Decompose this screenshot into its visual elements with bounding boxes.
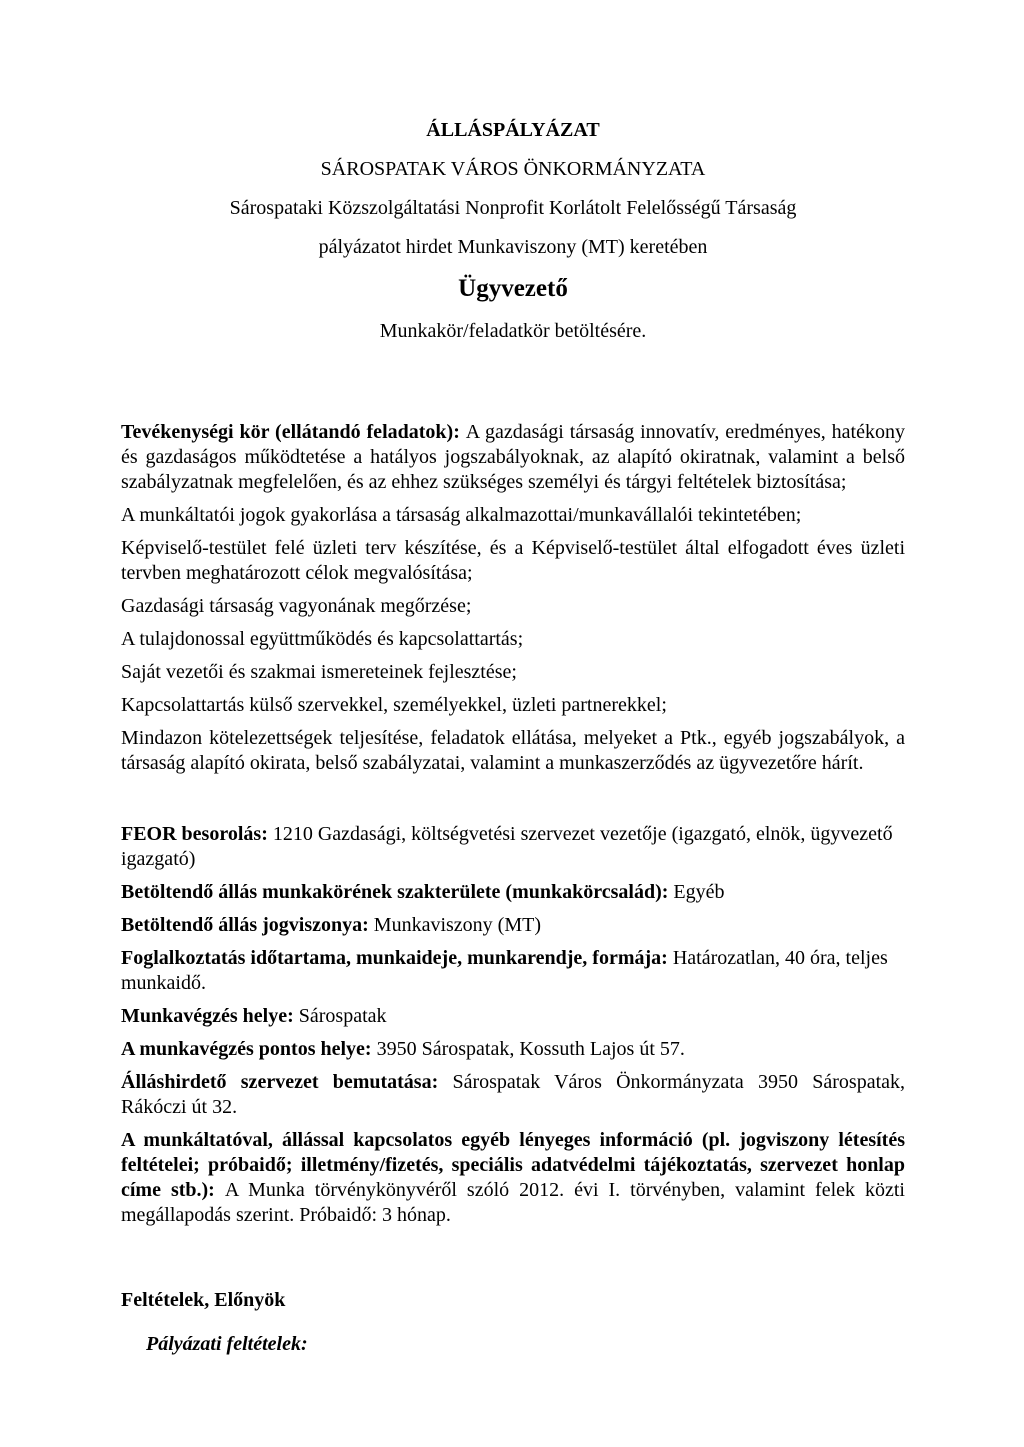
- document-header: [121, 118, 905, 344]
- paragraph-lead: Munkavégzés helye:: [121, 1005, 299, 1027]
- paragraph-text: A gazdasági társaság innovatív, eredményes, hatékony és gazdaságos működtetése a hatályos jogszabályoknak, az alapító okiratnak, valamint a belső szabályzatnak megfelelően, és az ehhez szükséges személyi és tárgyi feltételek biztosítása;: [121, 421, 905, 493]
- paragraph-text: A munkáltatói jogok gyakorlása a társaság alkalmazottai/munkavállalói tekintetében;: [121, 504, 802, 526]
- body-paragraph: [121, 503, 905, 528]
- body-paragraph: [121, 726, 905, 776]
- paragraph-lead: Foglalkoztatás időtartama, munkaideje, munkarendje, formája:: [121, 947, 673, 969]
- body-paragraph: [121, 660, 905, 685]
- body-paragraph-duties: [121, 420, 905, 495]
- doc-subtitle: Munkakör/feladatkör betöltésére.: [379, 320, 647, 342]
- body-paragraph-other-info: [121, 1128, 905, 1228]
- body-paragraph-legal-relation: [121, 913, 905, 938]
- paragraph-text: Egyéb: [673, 881, 725, 903]
- body-paragraph-employment-terms: [121, 946, 905, 996]
- paragraph-text: Munkaviszony (MT): [373, 914, 541, 936]
- paragraph-text: Sárospatak: [298, 1005, 387, 1027]
- body-paragraph-feor: [121, 822, 905, 872]
- doc-company: Sárospataki Közszolgáltatási Nonprofit Korlátolt Felelősségű Társaság: [229, 197, 797, 219]
- paragraph-text: Határozatlan, 40 óra, teljes munkaidő.: [121, 947, 888, 994]
- body-paragraph: [121, 594, 905, 619]
- paragraph-lead: Betöltendő állás jogviszonya:: [121, 914, 374, 936]
- paragraph-lead: Betöltendő állás munkakörének szakterülete (munkakörcsalád):: [121, 881, 674, 903]
- document-footer: [121, 1288, 905, 1357]
- paragraph-text: Mindazon kötelezettségek teljesítése, feladatok ellátása, melyeket a Ptk., egyéb jogszabályok, a társaság alapító okirata, belső szabályzatai, valamint a munkaszerződés az ügyvezetőre hárít.: [121, 727, 905, 774]
- doc-organization: SÁROSPATAK VÁROS ÖNKORMÁNYZATA: [320, 158, 706, 180]
- body-paragraph-organization-intro: [121, 1070, 905, 1120]
- document-body: [121, 420, 905, 1228]
- paragraph-text: Kapcsolattartás külső szervekkel, személyekkel, üzleti partnerekkel;: [121, 694, 667, 716]
- paragraph-text: Gazdasági társaság vagyonának megőrzése;: [121, 595, 472, 617]
- paragraph-lead: A munkavégzés pontos helye:: [121, 1038, 377, 1060]
- conditions-heading: Feltételek, Előnyök: [121, 1289, 286, 1311]
- requirements-heading: Pályázati feltételek:: [146, 1333, 308, 1355]
- body-paragraph: [121, 693, 905, 718]
- doc-position-title: Ügyvezető: [458, 275, 568, 302]
- paragraph-text: Képviselő-testület felé üzleti terv készítése, és a Képviselő-testület által elfogadott éves üzleti tervben meghatározott célok megvalósítása;: [121, 537, 905, 584]
- body-paragraph: [121, 627, 905, 652]
- body-paragraph-work-location: [121, 1004, 905, 1029]
- body-paragraph: [121, 536, 905, 586]
- body-paragraph-field: [121, 880, 905, 905]
- paragraph-lead: Álláshirdető szervezet bemutatása:: [121, 1071, 453, 1093]
- doc-title: ÁLLÁSPÁLYÁZAT: [426, 119, 600, 141]
- paragraph-text: Saját vezetői és szakmai ismereteinek fejlesztése;: [121, 661, 517, 683]
- paragraph-lead: A munkáltatóval, állással kapcsolatos egyéb lényeges információ (pl. jogviszony létesítés feltételei; próbaidő; illetmény/fizetés, speciális adatvédelmi tájékoztatás, szervezet honlap címe stb.):: [121, 1129, 905, 1201]
- paragraph-text: A tulajdonossal együttműködés és kapcsolattartás;: [121, 628, 524, 650]
- paragraph-text: Sárospatak Város Önkormányzata 3950 Sárospatak, Rákóczi út 32.: [121, 1071, 906, 1118]
- doc-announcement: pályázatot hirdet Munkaviszony (MT) keretében: [318, 236, 708, 258]
- paragraph-lead: FEOR besorolás:: [121, 823, 273, 845]
- paragraph-text: A Munka törvénykönyvéről szóló 2012. évi I. törvényben, valamint felek közti megállapodás szerint. Próbaidő: 3 hónap.: [121, 1179, 905, 1226]
- paragraph-text: 1210 Gazdasági, költségvetési szervezet vezetője (igazgató, elnök, ügyvezető igazgató): [121, 823, 893, 870]
- paragraph-lead: Tevékenységi kör (ellátandó feladatok):: [121, 421, 466, 443]
- paragraph-text: 3950 Sárospatak, Kossuth Lajos út 57.: [376, 1038, 685, 1060]
- body-paragraph-exact-location: [121, 1037, 905, 1062]
